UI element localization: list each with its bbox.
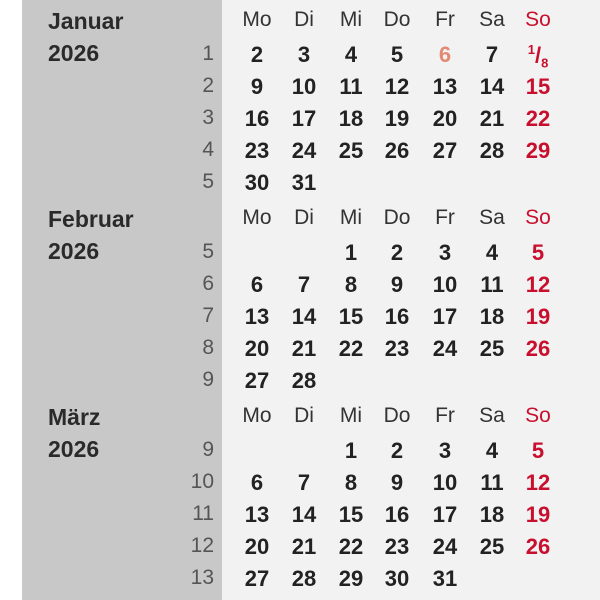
day-cell[interactable]: 26 bbox=[384, 138, 410, 163]
day-cell[interactable]: 8 bbox=[344, 272, 358, 297]
day-cell[interactable]: 27 bbox=[432, 138, 458, 163]
day-cell[interactable]: 23 bbox=[244, 138, 270, 163]
week-number: 2 bbox=[202, 74, 214, 97]
day-cell[interactable]: 26 bbox=[525, 336, 551, 361]
day-cell[interactable]: 10 bbox=[432, 272, 458, 297]
day-cell[interactable]: 18 bbox=[479, 502, 505, 527]
day-cell[interactable]: 16 bbox=[384, 304, 410, 329]
day-cell[interactable]: 22 bbox=[525, 106, 551, 131]
day-cell[interactable]: 22 bbox=[338, 336, 364, 361]
weekday-header: Do bbox=[383, 8, 411, 31]
weekday-header: Fr bbox=[435, 8, 455, 31]
day-cell[interactable]: 7 bbox=[297, 272, 311, 297]
day-cell[interactable]: 11 bbox=[339, 74, 363, 99]
weekday-header: Mi bbox=[339, 404, 363, 427]
month-year: 2026 bbox=[48, 436, 100, 462]
day-cell[interactable]: 5 bbox=[390, 42, 404, 67]
weekday-header: So bbox=[525, 404, 551, 427]
day-cell[interactable]: 11 bbox=[480, 272, 504, 297]
week-number: 1 bbox=[202, 42, 214, 65]
day-cell[interactable]: 21 bbox=[291, 534, 317, 559]
week-number: 13 bbox=[190, 566, 214, 589]
month-name: März bbox=[48, 404, 101, 430]
day-cell[interactable]: 22 bbox=[338, 534, 364, 559]
day-cell[interactable]: 28 bbox=[291, 566, 317, 591]
week-number: 8 bbox=[202, 336, 214, 359]
day-cell[interactable]: 29 bbox=[338, 566, 364, 591]
day-cell[interactable]: 6 bbox=[250, 470, 264, 495]
day-cell[interactable]: 3 bbox=[438, 240, 452, 265]
weekday-header: Di bbox=[294, 404, 314, 427]
day-cell[interactable]: 4 bbox=[485, 438, 499, 463]
day-cell[interactable]: 3 bbox=[438, 438, 452, 463]
day-cell[interactable]: 8 bbox=[344, 470, 358, 495]
day-cell[interactable]: 2 bbox=[390, 240, 404, 265]
day-cell[interactable]: 14 bbox=[479, 74, 505, 99]
week-number: 4 bbox=[202, 138, 214, 161]
weekday-header: Do bbox=[383, 206, 411, 229]
day-cell[interactable]: 16 bbox=[244, 106, 270, 131]
day-cell[interactable]: $^1/_8$ bbox=[527, 42, 549, 71]
day-cell[interactable]: 31 bbox=[432, 566, 458, 591]
day-cell[interactable]: 2 bbox=[390, 438, 404, 463]
weekday-header: Fr bbox=[435, 206, 455, 229]
day-cell[interactable]: 17 bbox=[432, 304, 458, 329]
day-cell[interactable]: 28 bbox=[479, 138, 505, 163]
day-cell[interactable]: 6 bbox=[250, 272, 264, 297]
day-cell[interactable]: 27 bbox=[244, 566, 270, 591]
day-cell[interactable]: 21 bbox=[479, 106, 505, 131]
day-cell[interactable]: 27 bbox=[244, 368, 270, 393]
day-cell[interactable]: 12 bbox=[384, 74, 410, 99]
day-cell[interactable]: 15 bbox=[338, 304, 364, 329]
day-cell[interactable]: 9 bbox=[250, 74, 264, 99]
day-cell[interactable]: 20 bbox=[432, 106, 458, 131]
day-cell[interactable]: 16 bbox=[384, 502, 410, 527]
month-year: 2026 bbox=[48, 40, 100, 66]
day-cell[interactable]: 25 bbox=[479, 534, 505, 559]
day-cell[interactable]: 7 bbox=[297, 470, 311, 495]
day-cell[interactable]: 30 bbox=[384, 566, 410, 591]
day-cell[interactable]: 29 bbox=[525, 138, 551, 163]
day-cell[interactable]: 21 bbox=[291, 336, 317, 361]
day-cell[interactable]: 9 bbox=[390, 272, 404, 297]
weekday-header: Mi bbox=[339, 206, 363, 229]
day-cell[interactable]: 17 bbox=[291, 106, 317, 131]
day-cell[interactable]: 12 bbox=[525, 272, 551, 297]
weekday-header: So bbox=[525, 8, 551, 31]
day-cell[interactable]: 1 bbox=[344, 438, 358, 463]
day-cell[interactable]: 23 bbox=[384, 336, 410, 361]
day-cell[interactable]: 20 bbox=[244, 534, 270, 559]
week-number: 12 bbox=[190, 534, 214, 557]
week-number: 5 bbox=[202, 240, 214, 263]
day-cell[interactable]: 14 bbox=[291, 502, 317, 527]
day-cell[interactable]: 5 bbox=[531, 240, 545, 265]
day-cell[interactable]: 11 bbox=[480, 470, 504, 495]
day-cell[interactable]: 31 bbox=[291, 170, 317, 195]
week-number: 7 bbox=[202, 304, 214, 327]
day-cell[interactable]: 18 bbox=[338, 106, 364, 131]
day-cell[interactable]: 12 bbox=[525, 470, 551, 495]
day-cell[interactable]: 13 bbox=[244, 304, 270, 329]
day-cell[interactable]: 24 bbox=[432, 336, 458, 361]
week-number: 11 bbox=[192, 502, 214, 525]
week-number: 3 bbox=[202, 106, 214, 129]
day-cell[interactable]: 28 bbox=[291, 368, 317, 393]
week-number: 9 bbox=[202, 368, 214, 391]
week-number: 6 bbox=[202, 272, 214, 295]
day-cell[interactable]: 24 bbox=[291, 138, 317, 163]
day-cell[interactable]: 1 bbox=[344, 240, 358, 265]
day-cell[interactable]: 13 bbox=[244, 502, 270, 527]
weekday-header: Fr bbox=[435, 404, 455, 427]
day-cell[interactable]: 24 bbox=[432, 534, 458, 559]
day-cell[interactable]: 5 bbox=[531, 438, 545, 463]
day-cell[interactable]: 19 bbox=[525, 502, 551, 527]
weekday-header: Mo bbox=[242, 404, 272, 427]
week-number: 10 bbox=[190, 470, 214, 493]
day-cell[interactable]: 25 bbox=[338, 138, 364, 163]
week-number: 9 bbox=[202, 438, 214, 461]
day-cell[interactable]: 4 bbox=[344, 42, 358, 67]
day-cell[interactable]: 10 bbox=[291, 74, 317, 99]
weekday-header: Di bbox=[294, 8, 314, 31]
day-cell[interactable]: 9 bbox=[390, 470, 404, 495]
day-cell[interactable]: 15 bbox=[338, 502, 364, 527]
month-name: Februar bbox=[48, 206, 134, 232]
day-cell[interactable]: 23 bbox=[384, 534, 410, 559]
weekday-header: Sa bbox=[479, 206, 505, 229]
day-cell[interactable]: 4 bbox=[485, 240, 499, 265]
day-cell[interactable]: 19 bbox=[384, 106, 410, 131]
day-cell[interactable]: 20 bbox=[244, 336, 270, 361]
month-name: Januar bbox=[48, 8, 124, 34]
week-number: 5 bbox=[202, 170, 214, 193]
day-cell[interactable]: 7 bbox=[485, 42, 499, 67]
day-cell[interactable]: 6 bbox=[438, 42, 452, 67]
day-cell[interactable]: 30 bbox=[244, 170, 270, 195]
day-cell[interactable]: 10 bbox=[432, 470, 458, 495]
day-cell[interactable]: 26 bbox=[525, 534, 551, 559]
day-cell[interactable]: 17 bbox=[432, 502, 458, 527]
day-cell[interactable]: 14 bbox=[291, 304, 317, 329]
month-year: 2026 bbox=[48, 238, 100, 264]
weekday-header: Do bbox=[383, 404, 411, 427]
weekday-header: Mo bbox=[242, 8, 272, 31]
weekday-header: Di bbox=[294, 206, 314, 229]
day-cell[interactable]: 18 bbox=[479, 304, 505, 329]
weekday-header: Sa bbox=[479, 8, 505, 31]
weekday-header: Mi bbox=[339, 8, 363, 31]
day-cell[interactable]: 3 bbox=[297, 42, 311, 67]
day-cell[interactable]: 15 bbox=[525, 74, 551, 99]
day-cell[interactable]: 25 bbox=[479, 336, 505, 361]
day-cell[interactable]: 13 bbox=[432, 74, 458, 99]
day-cell[interactable]: 2 bbox=[250, 42, 264, 67]
weekday-header: So bbox=[525, 206, 551, 229]
day-cell[interactable]: 19 bbox=[525, 304, 551, 329]
weekday-header: Mo bbox=[242, 206, 272, 229]
weekday-header: Sa bbox=[479, 404, 505, 427]
